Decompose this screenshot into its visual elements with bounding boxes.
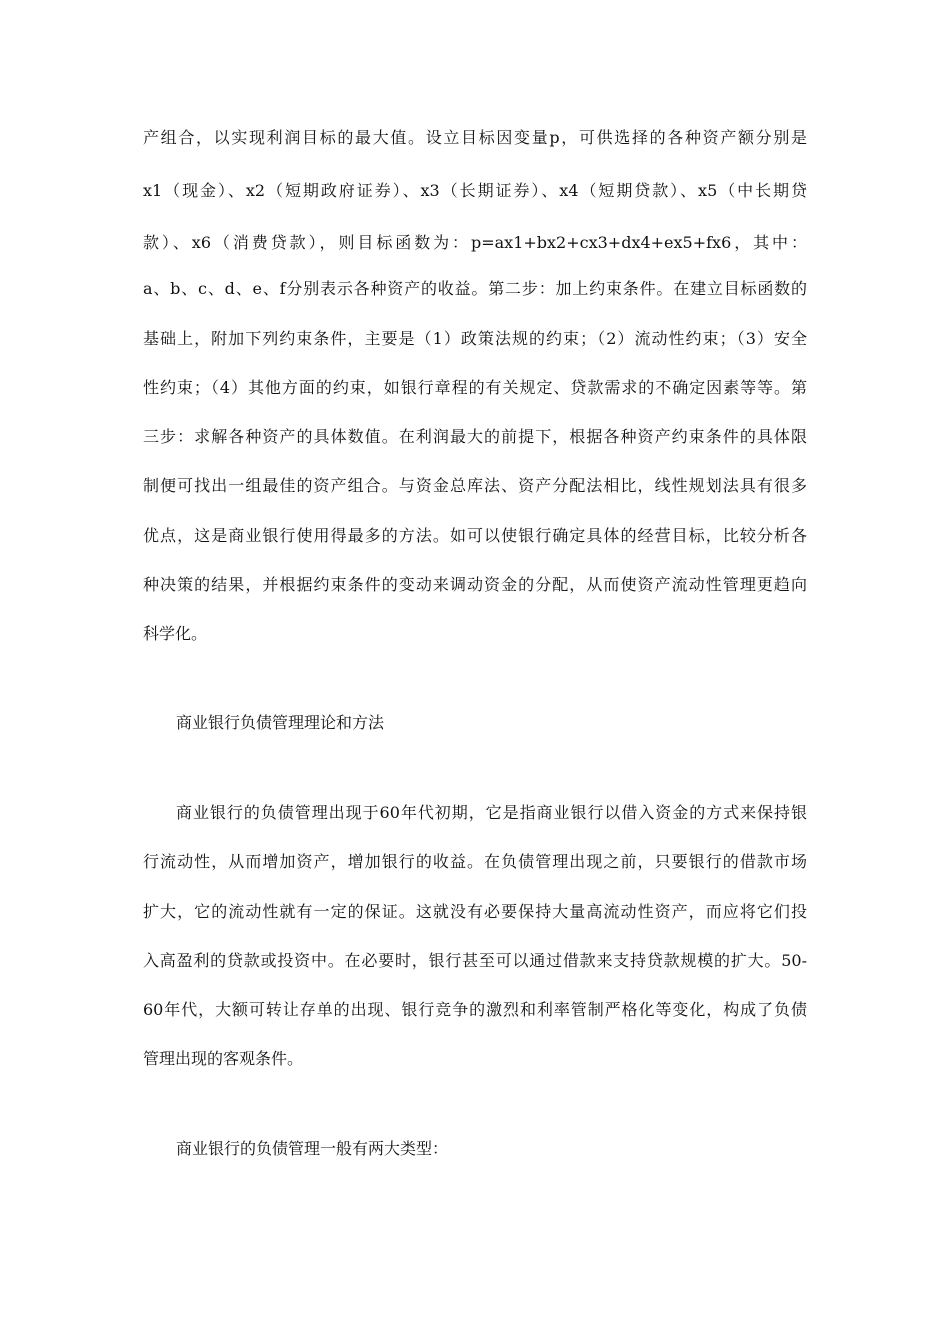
section-heading: 商业银行负债管理理论和方法 — [176, 713, 385, 732]
paragraph-1-line-4: a、b、c、d、e、f分别表示各种资产的收益。第二步：加上约束条件。在建立目标函数的 — [143, 279, 807, 298]
paragraph-2-line-2: 行流动性，从而增加资产，增加银行的收益。在负债管理出现之前，只要银行的借款市场 — [143, 852, 807, 871]
paragraph-2-line-4: 入高盈利的贷款或投资中。在必要时，银行甚至可以通过借款来支持贷款规模的扩大。50- — [143, 951, 807, 970]
paragraph-1-line-9: 优点，这是商业银行使用得最多的方法。如可以使银行确定具体的经营目标，比较分析各 — [143, 526, 807, 545]
paragraph-2-line-6: 管理出现的客观条件。 — [143, 1049, 304, 1068]
paragraph-1-line-5: 基础上，附加下列约束条件，主要是（1）政策法规的约束；（2）流动性约束；（3）安全 — [143, 329, 807, 348]
paragraph-1-line-8: 制便可找出一组最佳的资产组合。与资金总库法、资产分配法相比，线性规划法具有很多 — [143, 476, 807, 495]
paragraph-1-line-1: 产组合，以实现利润目标的最大值。设立目标因变量p，可供选择的各种资产额分别是 — [143, 128, 807, 147]
paragraph-2-line-3: 扩大，它的流动性就有一定的保证。这就没有必要保持大量高流动性资产，而应将它们投 — [143, 902, 807, 921]
paragraph-2-line-5: 60年代，大额可转让存单的出现、银行竞争的激烈和利率管制严格化等变化，构成了负债 — [143, 1000, 807, 1019]
paragraph-3: 商业银行的负债管理一般有两大类型： — [176, 1139, 449, 1158]
paragraph-1-line-3: 款）、x6（消费贷款），则目标函数为：p=ax1+bx2+cx3+dx4+ex5+fx6，其中： — [143, 233, 807, 252]
paragraph-1-line-10: 种决策的结果，并根据约束条件的变动来调动资金的分配，从而使资产流动性管理更趋向 — [143, 575, 807, 594]
paragraph-1-line-11: 科学化。 — [143, 624, 208, 643]
paragraph-1-line-7: 三步：求解各种资产的具体数值。在利润最大的前提下，根据各种资产约束条件的具体限 — [143, 427, 807, 446]
paragraph-1-line-2: x1（现金）、x2（短期政府证券）、x3（长期证券）、x4（短期贷款）、x5（中长期贷 — [143, 181, 807, 200]
paragraph-1-line-6: 性约束；（4）其他方面的约束，如银行章程的有关规定、贷款需求的不确定因素等等。第 — [143, 378, 807, 397]
paragraph-2-line-1: 商业银行的负债管理出现于60年代初期，它是指商业银行以借入资金的方式来保持银 — [176, 803, 807, 822]
